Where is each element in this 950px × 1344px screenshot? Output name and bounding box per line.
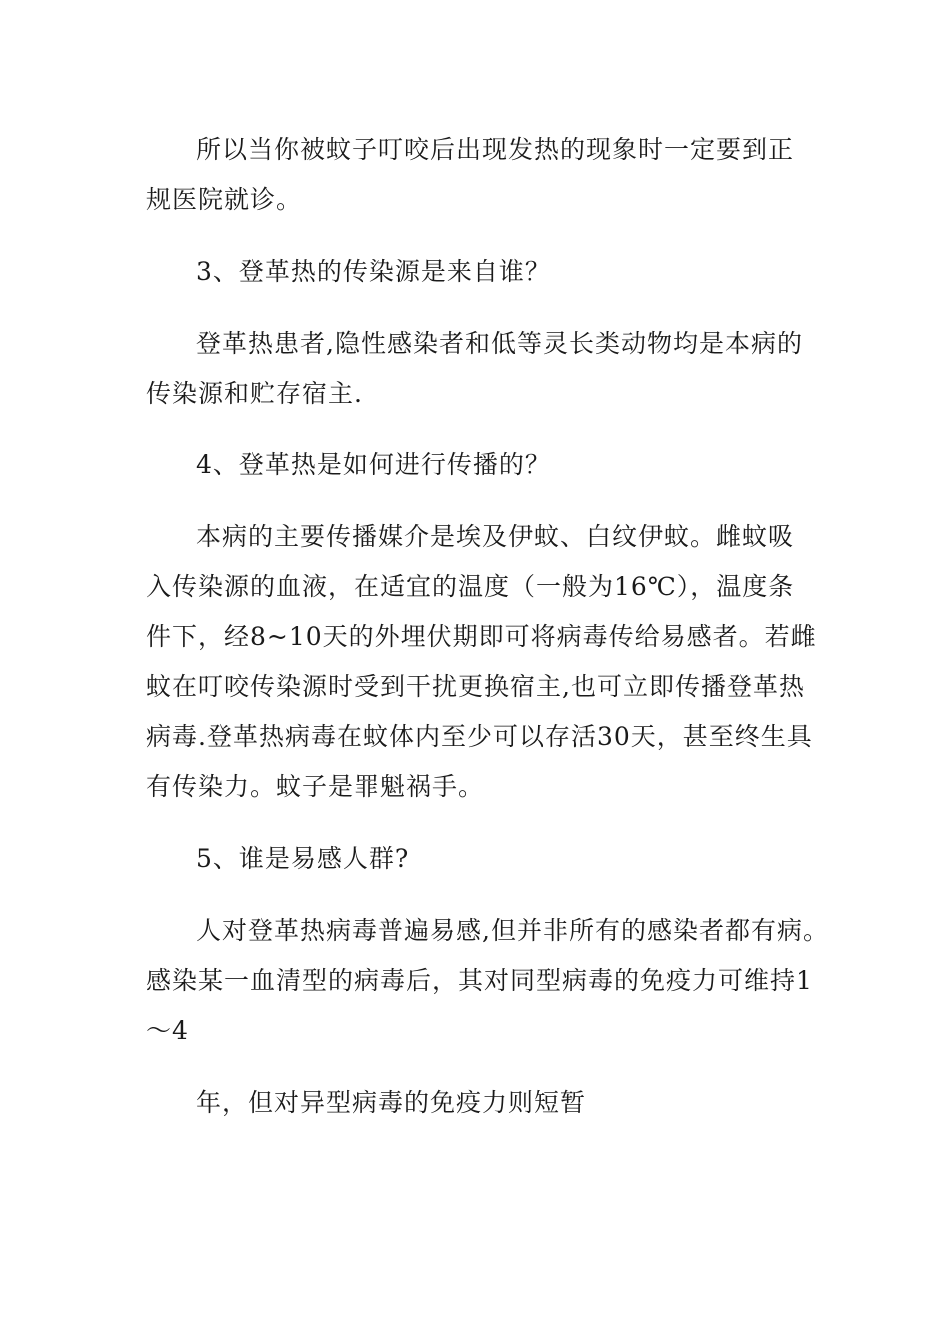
paragraph-5-line-3: 件下，经8~10天的外埋伏期即可将病毒传给易感者。若雌 — [146, 622, 817, 651]
paragraph-1-line-1: 所以当你被蚊子叮咬后出现发热的现象时一定要到正 — [196, 135, 795, 164]
paragraph-7-line-3: ～4 — [146, 1016, 189, 1045]
paragraph-5-line-6: 有传染力。蚊子是罪魁祸手。 — [146, 772, 485, 801]
paragraph-1-line-2: 规医院就诊。 — [146, 185, 303, 214]
paragraph-5-line-4: 蚊在叮咬传染源时受到干扰更换宿主,也可立即传播登革热 — [146, 672, 805, 701]
paragraph-5-line-1: 本病的主要传播媒介是埃及伊蚊、白纹伊蚊。雌蚊吸 — [196, 522, 795, 551]
section-heading-4: 4、登革热是如何进行传播的？ — [196, 450, 551, 479]
paragraph-8-line-1: 年，但对异型病毒的免疫力则短暂 — [196, 1088, 587, 1117]
paragraph-3-line-2: 传染源和贮存宿主. — [146, 379, 363, 408]
section-heading-3: 3、登革热的传染源是来自谁？ — [196, 257, 551, 286]
paragraph-5-line-2: 入传染源的血液，在适宜的温度（一般为16℃），温度条 — [146, 572, 795, 601]
paragraph-7-line-2: 感染某一血清型的病毒后，其对同型病毒的免疫力可维持1 — [146, 966, 813, 995]
paragraph-5-line-5: 病毒.登革热病毒在蚊体内至少可以存活30天，甚至终生具 — [146, 722, 813, 751]
paragraph-3-line-1: 登革热患者,隐性感染者和低等灵长类动物均是本病的 — [196, 329, 803, 358]
section-heading-5: 5、谁是易感人群? — [196, 844, 410, 873]
paragraph-7-line-1: 人对登革热病毒普遍易感,但并非所有的感染者都有病。 — [196, 916, 829, 945]
